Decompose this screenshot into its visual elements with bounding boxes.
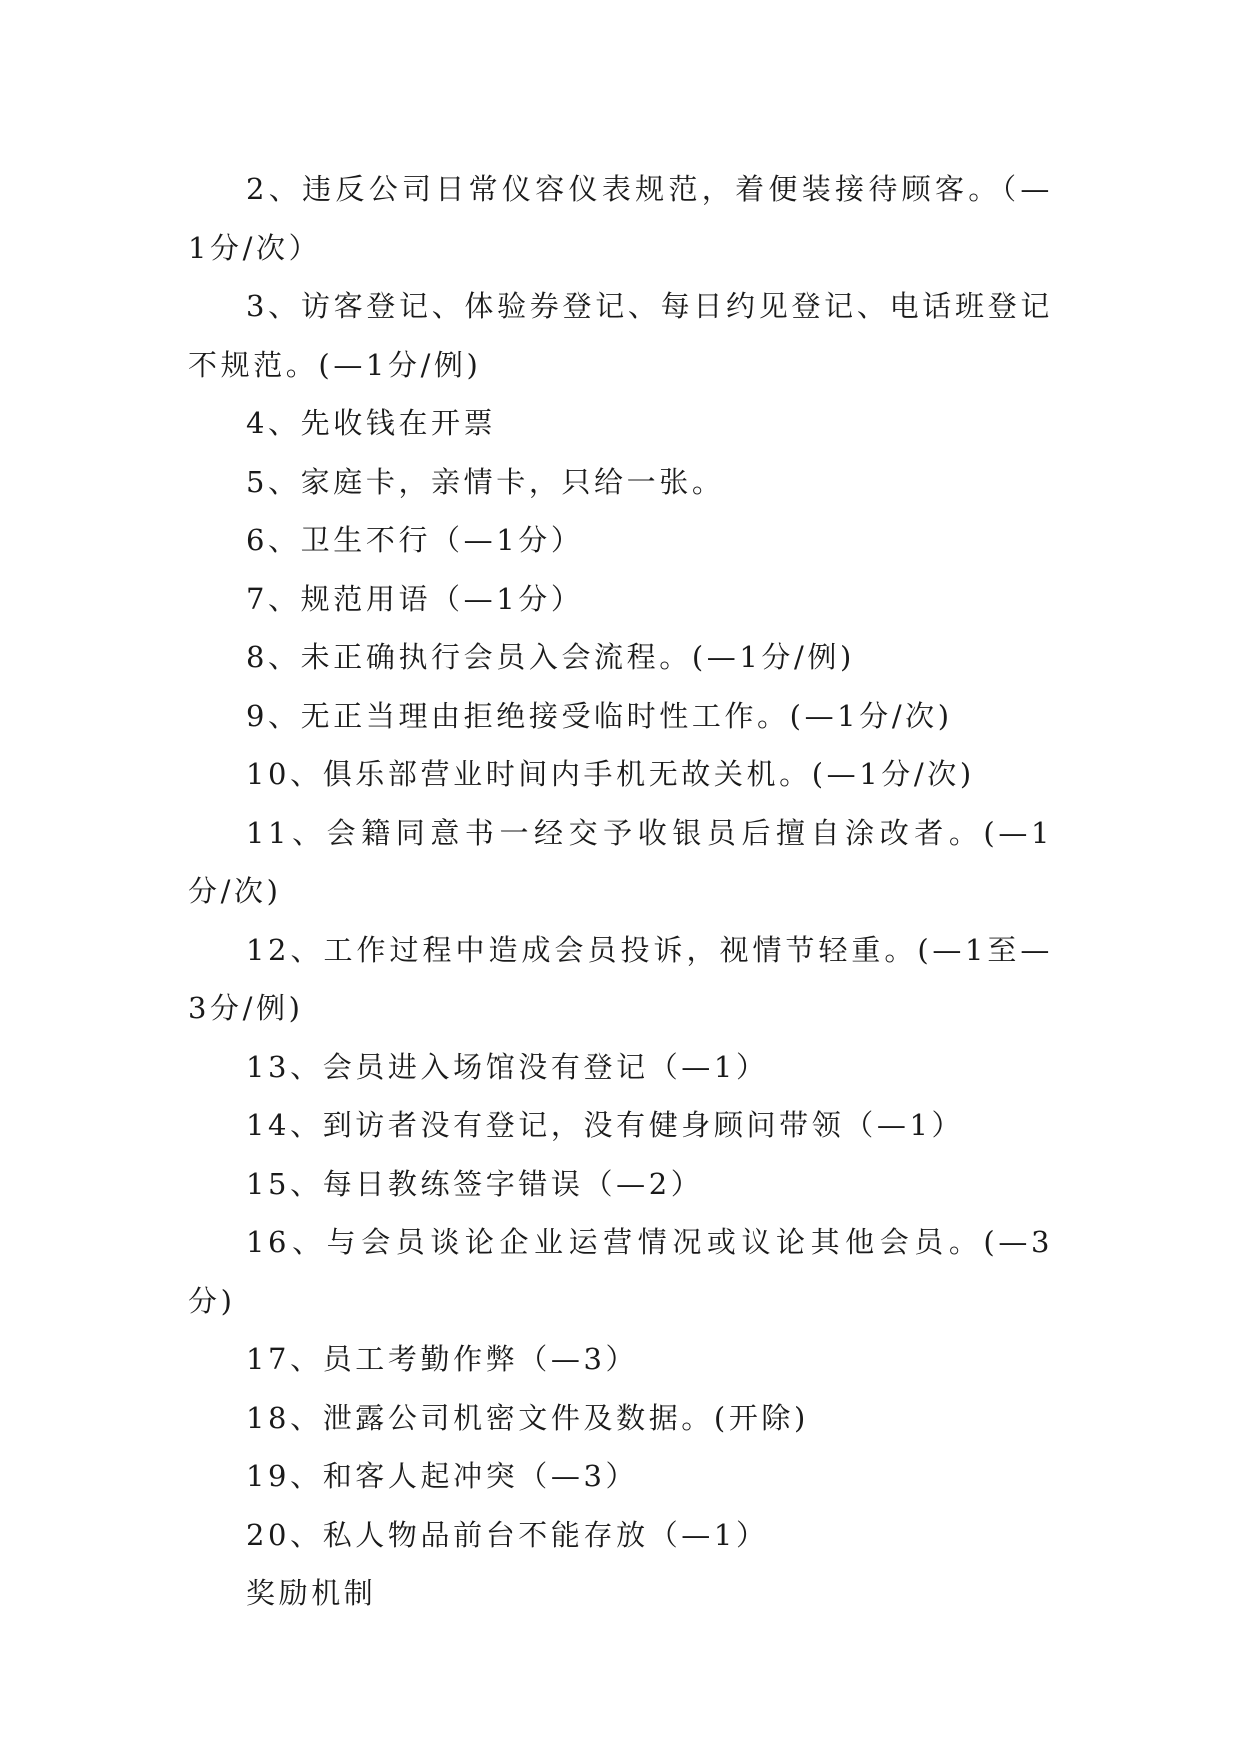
rule-item-3: 3、访客登记、体验券登记、每日约见登记、电话班登记不规范。(—1分/例)	[188, 289, 1053, 382]
rule-item-12: 12、工作过程中造成会员投诉，视情节轻重。(—1至—3分/例)	[188, 932, 1053, 1025]
rule-item-6: 6、卫生不行（—1分）	[246, 523, 584, 557]
rule-item-13: 13、会员进入场馆没有登记（—1）	[246, 1049, 769, 1084]
rule-item-7: 7、规范用语（—1分）	[246, 581, 584, 616]
section-heading-reward-mechanism: 奖励机制	[246, 1576, 377, 1610]
rule-item-20: 20、私人物品前台不能存放（—1）	[246, 1517, 769, 1552]
rule-item-8: 8、未正确执行会员入会流程。(—1分/例)	[246, 640, 855, 674]
document-body	[188, 160, 1053, 1623]
rule-item-11: 11、会籍同意书一经交予收银员后擅自涂改者。(—1分/次)	[188, 815, 1053, 908]
rule-item-17: 17、员工考勤作弊（—3）	[246, 1342, 639, 1376]
rule-item-10: 10、俱乐部营业时间内手机无故关机。(—1分/次)	[246, 757, 975, 791]
rule-item-5: 5、家庭卡，亲情卡，只给一张。	[246, 464, 725, 499]
rule-item-15: 15、每日教练签字错误（—2）	[246, 1166, 704, 1201]
rule-item-18: 18、泄露公司机密文件及数据。(开除)	[246, 1400, 809, 1435]
rule-item-19: 19、和客人起冲突（—3）	[246, 1459, 639, 1493]
rule-item-16: 16、与会员谈论企业运营情况或议论其他会员。(—3分)	[188, 1225, 1053, 1318]
rule-item-9: 9、无正当理由拒绝接受临时性工作。(—1分/次)	[246, 698, 953, 733]
rule-item-2: 2、违反公司日常仪容仪表规范，着便装接待顾客。（—1分/次）	[188, 172, 1053, 265]
rule-item-4: 4、先收钱在开票	[246, 406, 497, 440]
rule-item-14: 14、到访者没有登记，没有健身顾问带领（—1）	[246, 1108, 965, 1142]
